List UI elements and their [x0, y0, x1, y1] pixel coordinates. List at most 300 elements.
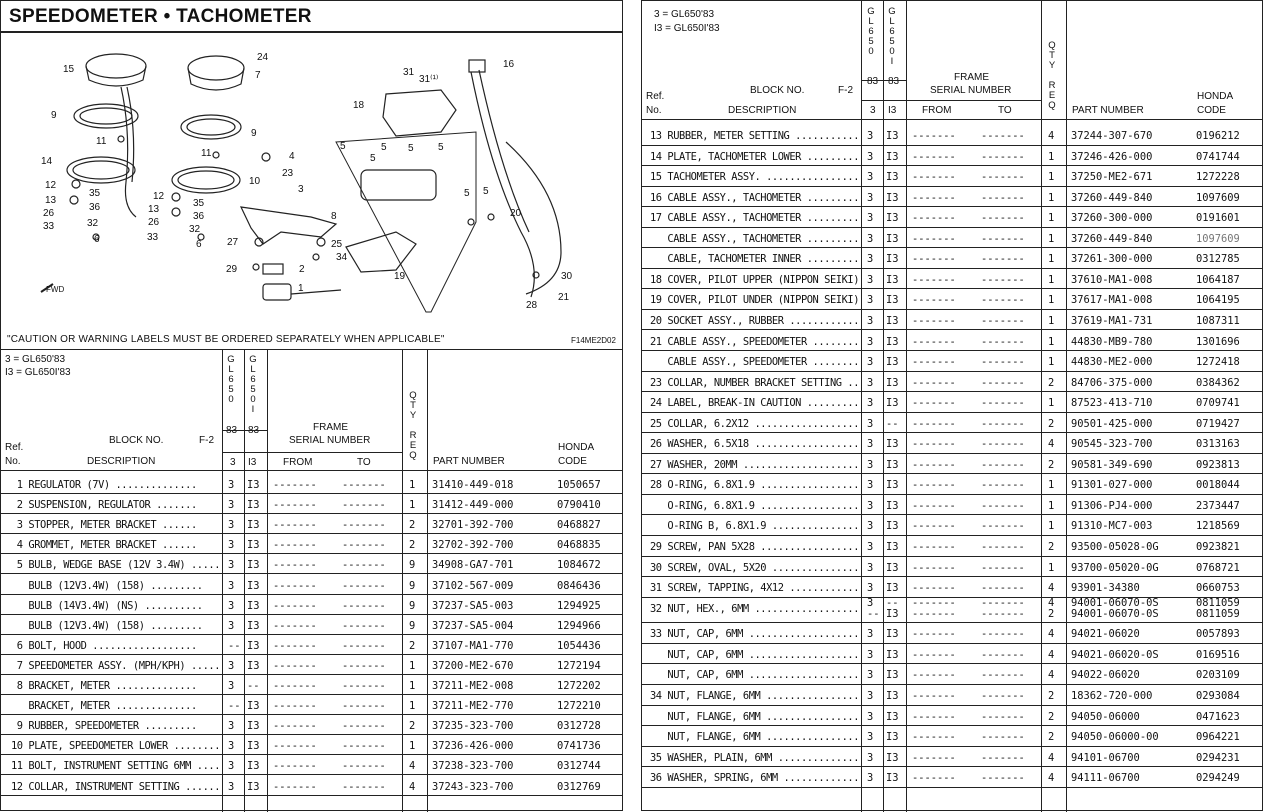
gl650-availability: 3: [228, 780, 235, 793]
honda-code: 1050657: [557, 479, 601, 491]
gl650-availability: 3: [228, 659, 235, 672]
socket-assy-shape: [361, 170, 436, 200]
frame-label: FRAME: [313, 422, 348, 433]
frame-to: -------: [981, 130, 1025, 142]
frame-from: -------: [273, 559, 317, 572]
gl650i-availability: I3: [886, 751, 899, 764]
gl650-availability: 3: [867, 314, 874, 327]
honda-code: 0018044: [1196, 479, 1240, 492]
qty-required: 1: [1048, 479, 1055, 492]
callout-33a: 33: [43, 221, 55, 232]
callout-5d: 5: [408, 143, 414, 154]
callout-34: 34: [336, 252, 348, 263]
gl650i-availability: I3: [886, 314, 899, 327]
frame-from: -------: [912, 335, 956, 348]
part-number: 31412-449-000: [432, 499, 514, 512]
pilot-cover-under-shape: [346, 232, 416, 272]
parts-row: [642, 392, 1262, 412]
part-number: 87523-413-710: [1071, 397, 1153, 410]
frame-from: -------: [912, 541, 956, 553]
gl650i-availability: I3: [886, 710, 899, 723]
gl650-availability: 3: [867, 751, 874, 764]
qty-required: 9: [409, 599, 416, 612]
honda-label: HONDA: [558, 442, 595, 453]
part-description: 20 SOCKET ASSY., RUBBER ............: [650, 314, 860, 327]
frame-to: -------: [342, 579, 386, 592]
gl650i-availability: I3: [886, 212, 899, 225]
frame-to: -------: [981, 171, 1025, 184]
frame-from: -------: [912, 458, 956, 471]
gl650i-availability: I3: [886, 458, 899, 471]
part-number: 44830-MB9-780: [1071, 335, 1153, 348]
gl650-availability: 3: [228, 479, 235, 491]
frame-to: -------: [342, 619, 386, 632]
gl650i-availability-alt: I3: [886, 607, 899, 620]
gl650-availability: 3: [867, 541, 874, 553]
part-number: 37102-567-009: [432, 579, 514, 592]
frame-from: -------: [912, 669, 956, 682]
frame-from: -------: [273, 519, 317, 532]
frame-to: -------: [981, 628, 1025, 641]
col-83a-r: 83: [867, 76, 879, 87]
callout-6a: 6: [94, 234, 100, 245]
gl650-availability: 3: [867, 191, 874, 204]
gl650i-availability: --: [886, 417, 899, 430]
part-description: BULB (12V3.4W) (158) .........: [11, 579, 203, 592]
gl650-availability: 3: [228, 619, 235, 632]
parts-row: [1, 655, 622, 675]
frame-to: -------: [981, 150, 1025, 163]
parts-row: [642, 644, 1262, 664]
qty-required: 9: [409, 559, 416, 572]
honda-code: 1054436: [557, 639, 601, 652]
qty-required: 2: [409, 539, 416, 552]
qty-required: 1: [1048, 314, 1055, 327]
suspension-shape: [263, 264, 283, 274]
part-number: 94021-06020: [1071, 628, 1140, 641]
parts-row: [642, 557, 1262, 577]
honda-code: 0191601: [1196, 212, 1240, 225]
frame-to: -------: [981, 710, 1025, 723]
gl650i-availability: I3: [247, 760, 260, 773]
frame-to: -------: [981, 212, 1025, 225]
honda-code: 0312728: [557, 720, 601, 733]
gl650-availability: 3: [867, 561, 874, 574]
part-description: 34 NUT, FLANGE, 6MM ................: [650, 689, 860, 702]
frame-to: -------: [981, 397, 1025, 410]
callout-5e: 5: [438, 142, 444, 153]
part-description: 5 BULB, WEDGE BASE (12V 3.4W) .....: [11, 559, 221, 572]
no-label-r: No.: [646, 105, 662, 116]
part-number: 37260-449-840: [1071, 191, 1153, 204]
qty-required: 4: [1048, 772, 1055, 785]
part-description: 33 NUT, CAP, 6MM ...................: [650, 628, 860, 641]
frame-to: -------: [981, 499, 1025, 512]
callout-12b: 12: [153, 191, 165, 202]
gl650i-availability: I3: [886, 689, 899, 702]
part-number: 91310-MC7-003: [1071, 520, 1153, 533]
tach-cable-shape: [471, 72, 534, 297]
frame-from: -------: [912, 596, 956, 609]
col-gl650i-label-r: G L 6 5 0 I: [888, 6, 896, 67]
part-number: 37261-300-000: [1071, 253, 1153, 266]
parts-row: [1, 534, 622, 554]
frame-from: -------: [912, 561, 956, 574]
parts-row: [642, 125, 1262, 145]
part-description: 18 COVER, PILOT UPPER (NIPPON SEIKI): [650, 273, 860, 286]
qty-required: 1: [1048, 253, 1055, 266]
description-label: DESCRIPTION: [87, 456, 156, 467]
qty-required: 1: [1048, 499, 1055, 512]
part-description: 7 SPEEDOMETER ASSY. (MPH/KPH) .....: [11, 659, 221, 672]
gl650-availability: 3: [867, 689, 874, 702]
gl650i-availability: I3: [886, 232, 899, 245]
callout-23: 23: [282, 168, 294, 179]
parts-row: [642, 310, 1262, 330]
description-label-r: DESCRIPTION: [728, 105, 797, 116]
gl650i-availability: I3: [247, 639, 260, 652]
gl650-availability: 3: [228, 599, 235, 612]
block-code-r: F-2: [838, 85, 853, 96]
part-description: 15 TACHOMETER ASSY. ................: [650, 171, 860, 184]
frame-from: -------: [912, 253, 956, 266]
honda-code: 1272194: [557, 659, 601, 672]
pilot-cover-upper-shape: [383, 90, 456, 136]
frame-from: -------: [912, 520, 956, 533]
frame-to: -------: [981, 191, 1025, 204]
frame-to: -------: [981, 561, 1025, 574]
callout-5a: 5: [340, 141, 346, 152]
part-description: 17 CABLE ASSY., TACHOMETER .........: [650, 212, 860, 225]
parts-row: [642, 351, 1262, 371]
sub-3: 3: [230, 457, 236, 468]
part-description: 27 WASHER, 20MM ....................: [650, 458, 860, 471]
part-description: CABLE ASSY., SPEEDOMETER ........: [650, 356, 860, 369]
qty-required: 2: [409, 519, 416, 532]
frame-from: -------: [912, 212, 956, 225]
part-description: 29 SCREW, PAN 5X28 .................: [650, 541, 860, 553]
col-gl650-label-r: G L 6 5 0: [867, 6, 875, 57]
qty-required: 1: [1048, 520, 1055, 533]
parts-row: [1, 554, 622, 574]
callout-30: 30: [561, 271, 573, 282]
honda-code: 0294249: [1196, 772, 1240, 785]
frame-to: -------: [342, 680, 386, 692]
frame-to: -------: [981, 294, 1025, 307]
callout-12a: 12: [45, 180, 57, 191]
gl650i-availability: I3: [886, 582, 899, 595]
part-number: 90545-323-700: [1071, 438, 1153, 451]
part-number: 37260-449-840: [1071, 232, 1153, 245]
part-description: 36 WASHER, SPRING, 6MM .............: [650, 772, 860, 785]
title-bar: [1, 1, 622, 33]
frame-from: -------: [912, 273, 956, 286]
part-number: 32701-392-700: [432, 519, 514, 532]
gl650i-availability: I3: [247, 479, 260, 491]
part-description: 3 STOPPER, METER BRACKET ......: [11, 519, 197, 532]
gl650-availability: 3: [228, 499, 235, 512]
parts-row: [642, 726, 1262, 746]
gl650i-availability: I3: [886, 294, 899, 307]
frame-to: -------: [981, 356, 1025, 369]
parts-row: [642, 166, 1262, 186]
callout-25: 25: [331, 239, 343, 250]
frame-to: -------: [981, 273, 1025, 286]
parts-row: [642, 187, 1262, 207]
part-number: 37235-323-700: [432, 720, 514, 733]
callout-19: 19: [394, 271, 406, 282]
parts-row: [642, 598, 1262, 618]
parts-row: [642, 747, 1262, 767]
gl650i-availability: I3: [886, 438, 899, 451]
frame-from: -------: [912, 499, 956, 512]
gl650-availability: 3: [867, 397, 874, 410]
gl650-availability: 3: [867, 648, 874, 661]
from-label: FROM: [283, 457, 313, 468]
speedometer-assy-shape: [188, 56, 244, 80]
frame-from: -------: [273, 760, 317, 773]
part-description: 19 COVER, PILOT UNDER (NIPPON SEIKI): [650, 294, 860, 307]
callout-9b: 9: [251, 128, 257, 139]
part-description: 24 LABEL, BREAK-IN CAUTION .........: [650, 397, 860, 410]
frame-to: -------: [342, 479, 386, 491]
part-description: 8 BRACKET, METER ..............: [11, 680, 197, 692]
callout-8: 8: [331, 211, 337, 222]
frame-to: -------: [981, 458, 1025, 471]
gl650i-availability: I3: [886, 130, 899, 142]
honda-code: 0741736: [557, 740, 601, 753]
gl650-availability: 3: [867, 628, 874, 641]
honda-code: 0294231: [1196, 751, 1240, 764]
honda-code: 1218569: [1196, 520, 1240, 533]
part-number-label-r: PART NUMBER: [1072, 105, 1144, 116]
gl650-availability: 3: [228, 680, 235, 692]
part-number: 37246-426-000: [1071, 150, 1153, 163]
frame-from: -------: [273, 619, 317, 632]
qty-required: 1: [1048, 232, 1055, 245]
frame-to: -------: [981, 335, 1025, 348]
frame-from: -------: [273, 720, 317, 733]
part-number: 37200-ME2-670: [432, 659, 514, 672]
frame-to: -------: [342, 720, 386, 733]
part-description: 1 REGULATOR (7V) ..............: [11, 479, 197, 491]
part-description: 26 WASHER, 6.5X18 ..................: [650, 438, 860, 451]
honda-label-r: HONDA: [1197, 91, 1234, 102]
part-number: 37237-SA5-004: [432, 619, 514, 632]
callout-7: 7: [255, 70, 261, 81]
frame-to: -------: [981, 751, 1025, 764]
part-number: 44830-ME2-000: [1071, 356, 1153, 369]
qty-required: 1: [1048, 397, 1055, 410]
callout-26a: 26: [43, 208, 55, 219]
frame-to: -------: [981, 669, 1025, 682]
frame-to: -------: [981, 232, 1025, 245]
gl650i-availability: I3: [886, 397, 899, 410]
callout-20: 20: [510, 208, 522, 219]
legend-gl650: 3 = GL650'83: [5, 354, 66, 365]
honda-code: 0719427: [1196, 417, 1240, 430]
qty-required: 4: [409, 760, 416, 773]
frame-from: -------: [273, 639, 317, 652]
gl650i-availability: I3: [886, 499, 899, 512]
gl650i-availability: I3: [247, 499, 260, 512]
part-description: 30 SCREW, OVAL, 5X20 ...............: [650, 561, 860, 574]
gl650-availability: 3: [867, 335, 874, 348]
callout-13a: 13: [45, 195, 57, 206]
gl650-availability: 3: [228, 519, 235, 532]
parts-row: [642, 685, 1262, 705]
honda-code: 0468827: [557, 519, 601, 532]
gl650i-availability: I3: [886, 669, 899, 682]
part-description: CABLE, TACHOMETER INNER .........: [650, 253, 860, 266]
frame-from: -------: [912, 438, 956, 451]
part-description: NUT, CAP, 6MM ...................: [650, 648, 860, 661]
frame-from: -------: [912, 417, 956, 430]
frame-from: -------: [273, 659, 317, 672]
honda-code: 0964221: [1196, 731, 1240, 744]
honda-code: 0169516: [1196, 648, 1240, 661]
honda-code: 2373447: [1196, 499, 1240, 512]
honda-code: 1294925: [557, 599, 601, 612]
block-no-label-r: BLOCK NO.: [750, 85, 805, 96]
callout-28: 28: [526, 300, 538, 311]
gl650i-availability: I3: [886, 171, 899, 184]
part-number: 93901-34380: [1071, 582, 1140, 595]
part-number: 37237-SA5-003: [432, 599, 514, 612]
honda-code: 0923821: [1196, 541, 1240, 553]
part-description: NUT, CAP, 6MM ...................: [650, 669, 860, 682]
part-number: 37107-MA1-770: [432, 639, 514, 652]
parts-row: [1, 615, 622, 635]
part-number: 94022-06020: [1071, 669, 1140, 682]
honda-code: 1087311: [1196, 314, 1240, 327]
honda-code: 0196212: [1196, 130, 1240, 142]
part-number-alt: 94001-06070-0S: [1071, 607, 1159, 620]
part-description: NUT, FLANGE, 6MM ................: [650, 710, 860, 723]
part-number: 90501-425-000: [1071, 417, 1153, 430]
frame-to: -------: [981, 772, 1025, 785]
qty-required: 4: [409, 780, 416, 793]
page-title: SPEEDOMETER • TACHOMETER: [9, 6, 312, 27]
gl650i-availability: I3: [247, 740, 260, 753]
qty-required-alt: 2: [1048, 607, 1055, 620]
parts-row: [642, 413, 1262, 433]
gl650-availability: 3: [228, 539, 235, 552]
qty-required: 1: [1048, 171, 1055, 184]
frame-from: -------: [273, 479, 317, 491]
part-description: 12 COLLAR, INSTRUMENT SETTING ......: [11, 780, 221, 793]
qty-required: 4: [1048, 648, 1055, 661]
parts-row: [1, 715, 622, 735]
frame-to: -------: [981, 314, 1025, 327]
part-number: 84706-375-000: [1071, 376, 1153, 389]
qty-required: 1: [1048, 294, 1055, 307]
parts-row: [642, 454, 1262, 474]
honda-code: 0768721: [1196, 561, 1240, 574]
gl650-availability: 3: [228, 559, 235, 572]
frame-to: -------: [342, 760, 386, 773]
gl650i-availability: I3: [247, 579, 260, 592]
block-code: F-2: [199, 435, 214, 446]
legend-gl650i-r: I3 = GL650I'83: [654, 23, 720, 34]
callout-18: 18: [353, 100, 365, 111]
honda-code: 1084672: [557, 559, 601, 572]
honda-code: 0057893: [1196, 628, 1240, 641]
part-number: 37619-MA1-731: [1071, 314, 1153, 327]
serial-number-label: SERIAL NUMBER: [289, 435, 371, 446]
right-page: [641, 0, 1263, 811]
exploded-parts-diagram: [1, 32, 622, 348]
callout-15: 15: [63, 64, 75, 75]
honda-code: 1301696: [1196, 335, 1240, 348]
frame-to: -------: [981, 479, 1025, 492]
frame-to: -------: [981, 417, 1025, 430]
callout-31: 31: [403, 67, 415, 78]
gl650-availability: 3: [867, 130, 874, 142]
parts-row: [642, 577, 1262, 597]
parts-row: [642, 248, 1262, 268]
gl650-availability-alt: --: [867, 607, 880, 620]
part-number: 37243-323-700: [432, 780, 514, 793]
col-83a: 83: [226, 425, 238, 436]
part-number: 37211-ME2-770: [432, 700, 514, 713]
qty-required: 1: [409, 680, 416, 692]
honda-code: 1064187: [1196, 273, 1240, 286]
gl650i-availability: I3: [247, 780, 260, 793]
gl650i-availability: I3: [247, 539, 260, 552]
frame-to: -------: [981, 541, 1025, 553]
gl650i-availability: I3: [886, 479, 899, 492]
part-number: 94021-06020-0S: [1071, 648, 1159, 661]
frame-to: -------: [342, 700, 386, 713]
frame-from: -------: [912, 150, 956, 163]
parts-row: [642, 706, 1262, 726]
honda-code: 0468835: [557, 539, 601, 552]
qty-required: 1: [1048, 335, 1055, 348]
part-number: 37244-307-670: [1071, 130, 1153, 142]
gl650i-availability: --: [886, 596, 899, 609]
gl650-availability: 3: [867, 212, 874, 225]
gl650i-availability: I3: [886, 772, 899, 785]
callout-11b: 11: [201, 148, 212, 159]
gl650i-availability: I3: [886, 376, 899, 389]
part-number: 37238-323-700: [432, 760, 514, 773]
gl650-availability: 3: [867, 150, 874, 163]
parts-row: [642, 146, 1262, 166]
part-number: 34908-GA7-701: [432, 559, 514, 572]
part-number: 37250-ME2-671: [1071, 171, 1153, 184]
gl650-availability: 3: [867, 596, 874, 609]
frame-from: -------: [912, 191, 956, 204]
honda-code: 0312744: [557, 760, 601, 773]
callout-5g: 5: [483, 186, 489, 197]
gl650i-availability: I3: [886, 541, 899, 553]
frame-from: -------: [273, 680, 317, 692]
parts-row: [642, 495, 1262, 515]
gl650i-availability: I3: [247, 599, 260, 612]
callout-16: 16: [503, 59, 515, 70]
left-page: [0, 0, 623, 811]
qty-required: 1: [409, 479, 416, 491]
frame-from: -------: [912, 582, 956, 595]
callout-32a: 32: [87, 218, 99, 229]
qty-required: 4: [1048, 582, 1055, 595]
part-number: 91306-PJ4-000: [1071, 499, 1153, 512]
parts-row: [1, 695, 622, 715]
callout-35b: 35: [193, 198, 205, 209]
parts-row: [642, 269, 1262, 289]
to-label: TO: [357, 457, 371, 468]
